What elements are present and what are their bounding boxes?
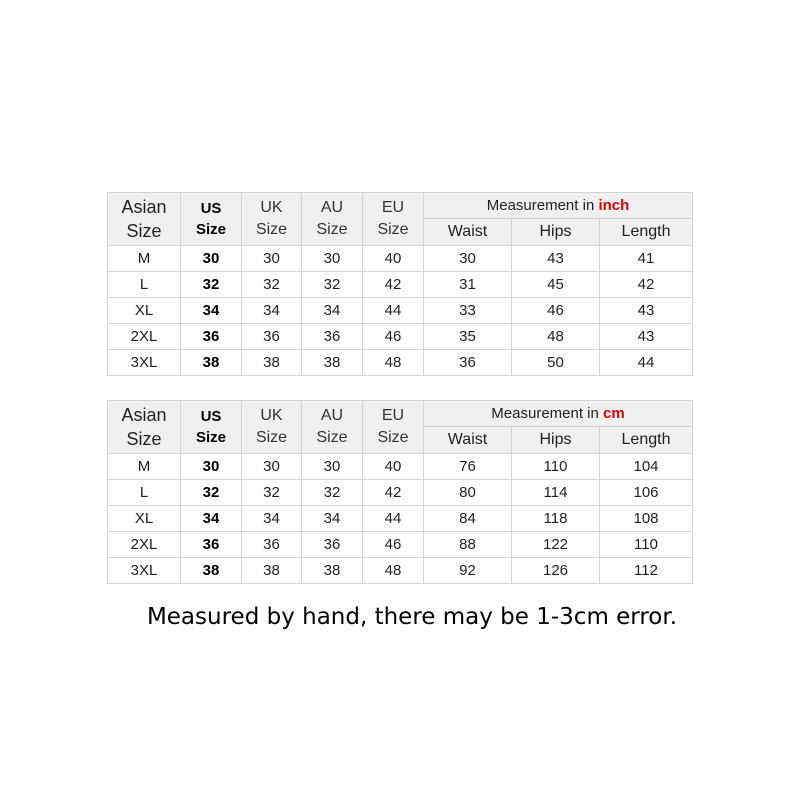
us-size-cell: 38 (181, 350, 242, 376)
hips-cell: 110 (512, 454, 600, 480)
uk-size-header-line1: UK (260, 199, 283, 216)
cm-table-body (108, 454, 693, 584)
length-header: Length (600, 427, 693, 454)
au-size-cell: 32 (302, 272, 363, 298)
table-row (108, 532, 693, 558)
uk-size-cell: 34 (242, 506, 302, 532)
eu-size-cell: 44 (363, 506, 424, 532)
hips-cell: 114 (512, 480, 600, 506)
waist-cell: 88 (424, 532, 512, 558)
au-size-header-line1: AU (320, 199, 344, 216)
eu-size-cell: 44 (363, 298, 424, 324)
us-size-cell: 30 (181, 454, 242, 480)
au-size-header-line2: Size (316, 221, 348, 238)
us-size-header-line1: US (200, 408, 222, 425)
asian-size-cell: XL (108, 298, 181, 324)
au-size-header-line1: AU (320, 407, 344, 424)
hips-cell: 118 (512, 506, 600, 532)
length-cell: 43 (600, 298, 693, 324)
measurement-unit-label: inch (598, 197, 630, 214)
measurement-header (424, 193, 693, 219)
us-size-header-line1: US (200, 200, 222, 217)
length-cell: 108 (600, 506, 693, 532)
au-size-header (302, 401, 363, 454)
uk-size-cell: 38 (242, 350, 302, 376)
waist-cell: 80 (424, 480, 512, 506)
hips-cell: 48 (512, 324, 600, 350)
uk-size-header (242, 193, 302, 246)
eu-size-header-line1: EU (381, 199, 405, 216)
waist-cell: 35 (424, 324, 512, 350)
length-header: Length (600, 219, 693, 246)
length-cell: 106 (600, 480, 693, 506)
au-size-header-line2: Size (316, 429, 348, 446)
eu-size-cell: 42 (363, 272, 424, 298)
eu-size-cell: 40 (363, 246, 424, 272)
inch-table-body (108, 246, 693, 376)
uk-size-header-line1: UK (260, 407, 283, 424)
asian-size-header-line1: Asian (121, 197, 167, 217)
uk-size-cell: 36 (242, 324, 302, 350)
au-size-cell: 34 (302, 506, 363, 532)
us-size-cell: 34 (181, 298, 242, 324)
asian-size-cell: 2XL (108, 532, 181, 558)
eu-size-header (363, 401, 424, 454)
au-size-cell: 38 (302, 558, 363, 584)
eu-size-cell: 48 (363, 558, 424, 584)
waist-header: Waist (424, 427, 512, 454)
uk-size-cell: 34 (242, 298, 302, 324)
uk-size-header-line2: Size (255, 429, 288, 446)
asian-size-cell: L (108, 272, 181, 298)
asian-size-cell: L (108, 480, 181, 506)
asian-size-cell: M (108, 454, 181, 480)
au-size-cell: 36 (302, 532, 363, 558)
measurement-note: Measured by hand, there may be 1-3cm error. (146, 604, 678, 630)
cm-size-table (107, 400, 693, 584)
us-size-cell: 34 (181, 506, 242, 532)
waist-header: Waist (424, 219, 512, 246)
uk-size-cell: 32 (242, 272, 302, 298)
asian-size-cell: 2XL (108, 324, 181, 350)
measurement-unit-label: cm (603, 405, 625, 422)
table-row (108, 558, 693, 584)
eu-size-header-line2: Size (377, 221, 409, 238)
length-cell: 42 (600, 272, 693, 298)
us-size-header (181, 401, 242, 454)
eu-size-cell: 46 (363, 324, 424, 350)
waist-cell: 30 (424, 246, 512, 272)
hips-cell: 45 (512, 272, 600, 298)
asian-size-header-line1: Asian (121, 405, 167, 425)
waist-cell: 92 (424, 558, 512, 584)
waist-cell: 33 (424, 298, 512, 324)
eu-size-header (363, 193, 424, 246)
us-size-header (181, 193, 242, 246)
us-size-cell: 36 (181, 324, 242, 350)
eu-size-cell: 48 (363, 350, 424, 376)
measurement-header-prefix: Measurement in (491, 405, 604, 422)
table-row (108, 272, 693, 298)
asian-size-header-line2: Size (126, 221, 162, 241)
waist-cell: 36 (424, 350, 512, 376)
us-size-cell: 32 (181, 480, 242, 506)
au-size-cell: 38 (302, 350, 363, 376)
table-row (108, 324, 693, 350)
hips-cell: 43 (512, 246, 600, 272)
uk-size-cell: 30 (242, 454, 302, 480)
waist-cell: 31 (424, 272, 512, 298)
asian-size-header (108, 401, 181, 454)
measurement-header-prefix: Measurement in (486, 197, 599, 214)
uk-size-cell: 38 (242, 558, 302, 584)
us-size-cell: 30 (181, 246, 242, 272)
eu-size-header-line2: Size (377, 429, 409, 446)
hips-header: Hips (512, 219, 600, 246)
asian-size-cell: XL (108, 506, 181, 532)
us-size-header-line2: Size (195, 221, 226, 238)
inch-size-table (107, 192, 693, 376)
uk-size-cell: 30 (242, 246, 302, 272)
hips-header: Hips (512, 427, 600, 454)
asian-size-header-line2: Size (126, 429, 162, 449)
us-size-cell: 32 (181, 272, 242, 298)
table-row (108, 480, 693, 506)
length-cell: 41 (600, 246, 693, 272)
eu-size-header-line1: EU (381, 407, 405, 424)
measurement-header (424, 401, 693, 427)
au-size-cell: 32 (302, 480, 363, 506)
length-cell: 44 (600, 350, 693, 376)
us-size-header-line2: Size (195, 429, 226, 446)
au-size-cell: 30 (302, 246, 363, 272)
us-size-cell: 36 (181, 532, 242, 558)
table-row (108, 454, 693, 480)
table-row (108, 506, 693, 532)
waist-cell: 84 (424, 506, 512, 532)
length-cell: 110 (600, 532, 693, 558)
uk-size-cell: 32 (242, 480, 302, 506)
au-size-cell: 34 (302, 298, 363, 324)
uk-size-header-line2: Size (255, 221, 288, 238)
asian-size-cell: 3XL (108, 350, 181, 376)
au-size-cell: 30 (302, 454, 363, 480)
us-size-cell: 38 (181, 558, 242, 584)
hips-cell: 46 (512, 298, 600, 324)
asian-size-cell: M (108, 246, 181, 272)
waist-cell: 76 (424, 454, 512, 480)
asian-size-cell: 3XL (108, 558, 181, 584)
table-row (108, 298, 693, 324)
eu-size-cell: 46 (363, 532, 424, 558)
hips-cell: 50 (512, 350, 600, 376)
uk-size-cell: 36 (242, 532, 302, 558)
length-cell: 112 (600, 558, 693, 584)
hips-cell: 122 (512, 532, 600, 558)
table-row (108, 350, 693, 376)
au-size-header (302, 193, 363, 246)
eu-size-cell: 42 (363, 480, 424, 506)
asian-size-header (108, 193, 181, 246)
eu-size-cell: 40 (363, 454, 424, 480)
length-cell: 104 (600, 454, 693, 480)
uk-size-header (242, 401, 302, 454)
table-row (108, 246, 693, 272)
length-cell: 43 (600, 324, 693, 350)
hips-cell: 126 (512, 558, 600, 584)
au-size-cell: 36 (302, 324, 363, 350)
